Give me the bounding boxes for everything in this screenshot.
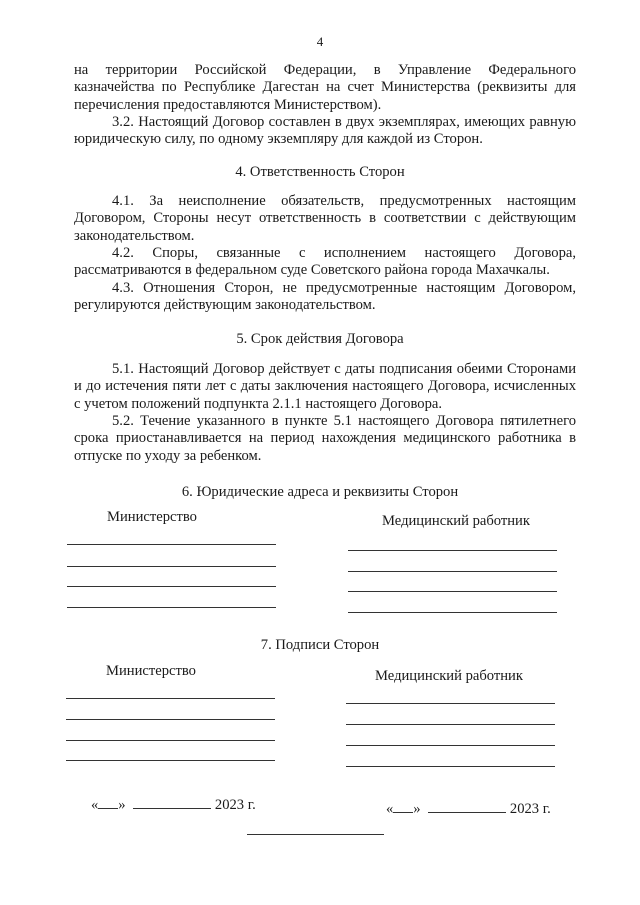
paragraph-3-2: 3.2. Настоящий Договор составлен в двух экземплярах, имеющих равную юридическую силу, по одному экземпляру для каждой из Сторон. — [74, 114, 576, 148]
page-number: 4 — [316, 34, 324, 49]
month-blank — [428, 798, 506, 813]
section6-heading: 6. Юридические адреса и реквизиты Сторон — [181, 484, 459, 500]
date-year: 2023 г. — [214, 797, 256, 813]
footer-line — [247, 834, 384, 835]
section7-left-party-label: Министерство — [106, 663, 196, 679]
signature-line — [348, 550, 557, 551]
paragraph-5-2: 5.2. Течение указанного в пункте 5.1 настоящего Договора пятилетнего срока приостанавливается на период нахождения медицинского работника в отпуске по уходу за ребенком. — [74, 413, 576, 464]
signature-line — [346, 745, 555, 746]
signature-line — [348, 571, 557, 572]
paragraph-4-1: 4.1. За неисполнение обязательств, предусмотренных настоящим Договором, Стороны несут ответственность в соответствии с действующим законодательством. — [74, 193, 576, 244]
section6-left-party-label: Министерство — [107, 509, 197, 525]
paragraph-4-3: 4.3. Отношения Сторон, не предусмотренные настоящим Договором, регулируются действующим законодательством. — [74, 280, 576, 314]
date-open-quote: « — [386, 801, 394, 817]
signature-line — [67, 586, 276, 587]
date-left — [91, 794, 256, 814]
date-open-quote: « — [91, 797, 99, 813]
day-blank — [393, 798, 413, 813]
section4-heading: 4. Ответственность Сторон — [235, 164, 405, 180]
signature-line — [66, 719, 275, 720]
section6-right-party-label: Медицинский работник — [382, 513, 530, 529]
signature-line — [67, 566, 276, 567]
signature-line — [67, 607, 276, 608]
date-close-quote: » — [118, 797, 126, 813]
signature-line — [346, 703, 555, 704]
day-blank — [98, 794, 118, 809]
date-year: 2023 г. — [509, 801, 551, 817]
date-close-quote: » — [413, 801, 421, 817]
signature-line — [66, 740, 275, 741]
date-right — [386, 798, 551, 818]
signature-line — [348, 591, 557, 592]
section5-heading: 5. Срок действия Договора — [236, 331, 404, 347]
signature-line — [346, 766, 555, 767]
section7-heading: 7. Подписи Сторон — [260, 637, 380, 653]
section7-right-party-label: Медицинский работник — [375, 668, 523, 684]
signature-line — [66, 760, 275, 761]
signature-line — [66, 698, 275, 699]
section3-paragraph-continuation: на территории Российской Федерации, в Управление Федерального казначейства по Республике Дагестан на счет Министерства (реквизиты для перечисления предоставляются Министерством). — [74, 62, 576, 113]
signature-line — [67, 544, 276, 545]
paragraph-4-2: 4.2. Споры, связанные с исполнением настоящего Договора, рассматриваются в федеральном суде Советского района города Махачкалы. — [74, 245, 576, 279]
signature-line — [348, 612, 557, 613]
month-blank — [133, 794, 211, 809]
signature-line — [346, 724, 555, 725]
paragraph-5-1: 5.1. Настоящий Договор действует с даты подписания обеими Сторонами и до истечения пяти лет с даты заключения настоящего Договора, исчисленных с учетом положений подпункта 2.1.1 настоящего Договора. — [74, 361, 576, 412]
